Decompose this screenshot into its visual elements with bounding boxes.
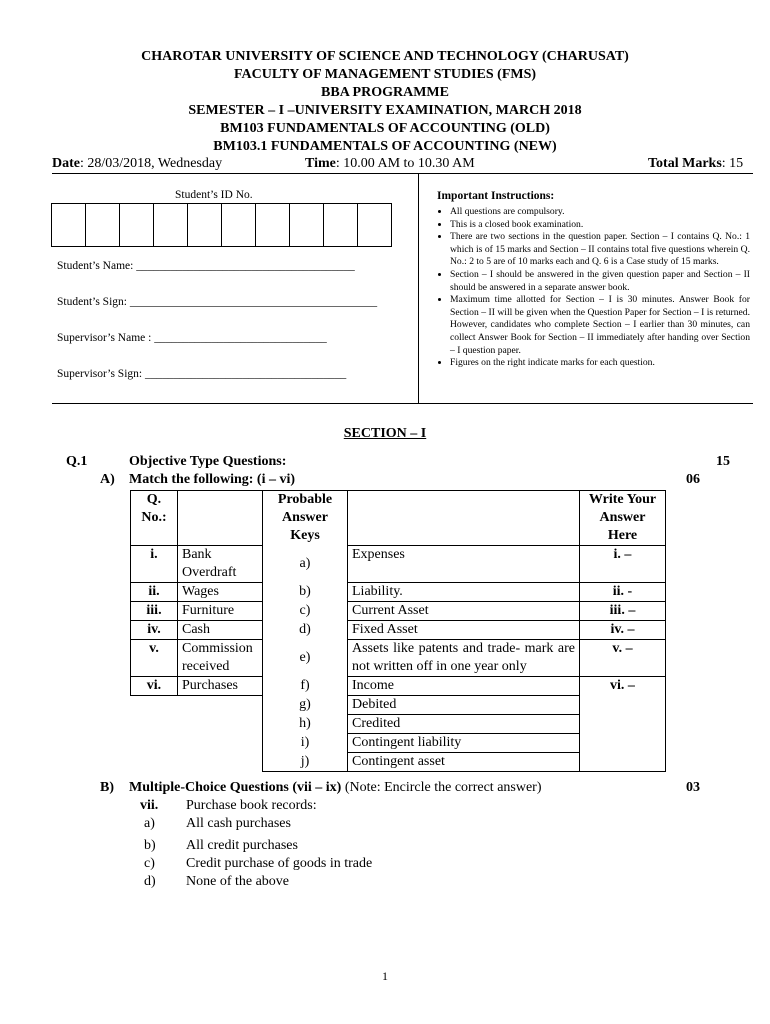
- match-item: Commission received: [178, 640, 263, 677]
- match-key: h): [263, 715, 348, 734]
- student-id-label: Student’s ID No.: [175, 189, 253, 201]
- match-row: [131, 677, 666, 696]
- match-key: e): [263, 640, 348, 677]
- total-marks: Total Marks: 15: [648, 156, 744, 171]
- instructions-title: Important Instructions:: [437, 190, 555, 202]
- match-item: [178, 696, 263, 715]
- student-sign-field[interactable]: Student’s Sign: ___________________________________________: [57, 296, 378, 308]
- semester-line: SEMESTER – I –UNIVERSITY EXAMINATION, MARCH 2018: [188, 103, 582, 118]
- student-name-field[interactable]: Student’s Name: ______________________________________: [57, 260, 355, 272]
- match-answer[interactable]: ii. -: [580, 583, 666, 602]
- match-qno: ii.: [131, 583, 178, 602]
- col-header-item: [178, 491, 263, 546]
- match-desc: Debited: [348, 696, 580, 715]
- mcq-option-key[interactable]: a): [144, 816, 155, 831]
- id-digit-box[interactable]: [222, 204, 256, 247]
- match-qno: v.: [131, 640, 178, 677]
- supervisor-name-field[interactable]: Supervisor’s Name : ______________________________: [57, 332, 327, 344]
- faculty-name: FACULTY OF MANAGEMENT STUDIES (FMS): [233, 67, 537, 82]
- match-row: [131, 640, 666, 677]
- mcq-option-text[interactable]: All credit purchases: [186, 838, 298, 853]
- match-qno: iii.: [131, 602, 178, 621]
- q1b-marks: 03: [686, 780, 700, 795]
- id-digit-box[interactable]: [120, 204, 154, 247]
- university-name: CHAROTAR UNIVERSITY OF SCIENCE AND TECHNOLOGY (CHARUSAT): [141, 49, 629, 64]
- q1-marks: 15: [716, 454, 730, 469]
- course-old: BM103 FUNDAMENTALS OF ACCOUNTING (OLD): [220, 121, 550, 136]
- exam-date: Date: 28/03/2018, Wednesday: [52, 156, 223, 171]
- match-key: f): [263, 677, 348, 696]
- student-id-boxes[interactable]: [51, 203, 392, 247]
- match-item: Cash: [178, 621, 263, 640]
- id-digit-box[interactable]: [324, 204, 358, 247]
- mcq-option-key[interactable]: b): [144, 838, 156, 853]
- match-item: [178, 753, 263, 772]
- match-qno: [131, 753, 178, 772]
- match-answer[interactable]: [580, 696, 666, 715]
- match-row: [131, 734, 666, 753]
- id-digit-box[interactable]: [52, 204, 86, 247]
- instruction-item: • Section – I should be answered in the given question paper and Section – II should be answered in a separate answer book.: [450, 269, 750, 294]
- match-item: Bank Overdraft: [178, 546, 263, 583]
- id-digit-box[interactable]: [358, 204, 392, 247]
- mcq-question: Purchase book records:: [186, 798, 317, 813]
- match-key: i): [263, 734, 348, 753]
- match-desc: Liability.: [348, 583, 580, 602]
- instruction-item: • All questions are compulsory.: [450, 206, 750, 219]
- match-answer[interactable]: [580, 753, 666, 772]
- match-qno: [131, 715, 178, 734]
- id-digit-box[interactable]: [154, 204, 188, 247]
- instructions-list: [437, 206, 750, 370]
- q1a-marks: 06: [686, 472, 700, 487]
- match-answer[interactable]: [580, 715, 666, 734]
- q1-number: Q.1: [66, 454, 88, 469]
- mcq-option-key[interactable]: d): [144, 874, 156, 889]
- match-desc: Assets like patents and trade- mark are not written off in one year only: [348, 640, 580, 677]
- instruction-item: • This is a closed book examination.: [450, 219, 750, 232]
- instruction-item: • Figures on the right indicate marks for each question.: [450, 357, 750, 370]
- match-row: [131, 715, 666, 734]
- match-row: [131, 602, 666, 621]
- match-desc: Contingent liability: [348, 734, 580, 753]
- match-key: d): [263, 621, 348, 640]
- match-qno: iv.: [131, 621, 178, 640]
- match-key: c): [263, 602, 348, 621]
- match-item: [178, 715, 263, 734]
- id-digit-box[interactable]: [86, 204, 120, 247]
- mcq-option-key[interactable]: c): [144, 856, 155, 871]
- match-row: [131, 546, 666, 583]
- section-title: SECTION – I: [343, 426, 427, 441]
- q1b-title-line: Multiple-Choice Questions (vii – ix) (Note: Encircle the correct answer): [129, 780, 542, 795]
- mcq-option-text[interactable]: All cash purchases: [186, 816, 291, 831]
- match-answer[interactable]: v. –: [580, 640, 666, 677]
- id-digit-box[interactable]: [256, 204, 290, 247]
- match-answer[interactable]: vi. –: [580, 677, 666, 696]
- instruction-item: • There are two sections in the question paper. Section – I contains Q. No.: 1 which is of 15 marks and Section – II contains total five questions wherein Q. No.: 2 to 5 are of 10 marks each and Q. 6 is a Case study of 15 marks.: [450, 231, 750, 269]
- mcq-option-text[interactable]: Credit purchase of goods in trade: [186, 856, 373, 871]
- programme-name: BBA PROGRAMME: [321, 85, 449, 100]
- match-qno: i.: [131, 546, 178, 583]
- match-item: [178, 734, 263, 753]
- match-key: g): [263, 696, 348, 715]
- q1b-label: B): [100, 780, 114, 795]
- match-desc: Current Asset: [348, 602, 580, 621]
- box-bottom-line: [52, 403, 753, 404]
- match-desc: Fixed Asset: [348, 621, 580, 640]
- match-desc: Contingent asset: [348, 753, 580, 772]
- match-row: [131, 696, 666, 715]
- q1a-label: A): [100, 472, 115, 487]
- box-divider: [418, 173, 419, 403]
- q1-title: Objective Type Questions:: [129, 454, 287, 469]
- match-qno: vi.: [131, 677, 178, 696]
- match-item: Purchases: [178, 677, 263, 696]
- course-new: BM103.1 FUNDAMENTALS OF ACCOUNTING (NEW): [213, 139, 557, 154]
- match-qno: [131, 734, 178, 753]
- match-desc: Income: [348, 677, 580, 696]
- id-digit-box[interactable]: [290, 204, 324, 247]
- mcq-number: vii.: [140, 798, 159, 813]
- page-number: 1: [382, 969, 388, 983]
- match-answer[interactable]: iv. –: [580, 621, 666, 640]
- match-key: j): [263, 753, 348, 772]
- match-desc: Credited: [348, 715, 580, 734]
- mcq-option-text[interactable]: None of the above: [186, 874, 290, 889]
- match-row: [131, 753, 666, 772]
- match-qno: [131, 696, 178, 715]
- match-desc: Expenses: [348, 546, 580, 583]
- q1a-title: Match the following: (i – vi): [129, 472, 296, 487]
- match-answer[interactable]: [580, 734, 666, 753]
- header-divider: [52, 173, 753, 174]
- col-header-qno: Q. No.:: [131, 491, 178, 546]
- match-key: b): [263, 583, 348, 602]
- match-key: a): [263, 546, 348, 583]
- match-answer[interactable]: iii. –: [580, 602, 666, 621]
- supervisor-sign-field[interactable]: Supervisor’s Sign: ___________________________________: [57, 368, 347, 380]
- instruction-item: • Maximum time allotted for Section – I is 30 minutes. Answer Book for Section – II will be given when the Question Paper for Section – I is returned. However, candidates who complete Section – I earlier than 30 minutes, can collect Answer Book for Section – II immediately after handing over Section – I question paper.: [450, 294, 750, 357]
- col-header-keys: Probable Answer Keys: [263, 491, 348, 546]
- match-table: [130, 490, 666, 772]
- exam-time: Time: 10.00 AM to 10.30 AM: [305, 156, 475, 171]
- match-item: Wages: [178, 583, 263, 602]
- id-digit-box[interactable]: [188, 204, 222, 247]
- match-row: [131, 621, 666, 640]
- col-header-answer: Write Your Answer Here: [580, 491, 666, 546]
- col-header-desc: [348, 491, 580, 546]
- match-answer[interactable]: i. –: [580, 546, 666, 583]
- match-item: Furniture: [178, 602, 263, 621]
- match-row: [131, 583, 666, 602]
